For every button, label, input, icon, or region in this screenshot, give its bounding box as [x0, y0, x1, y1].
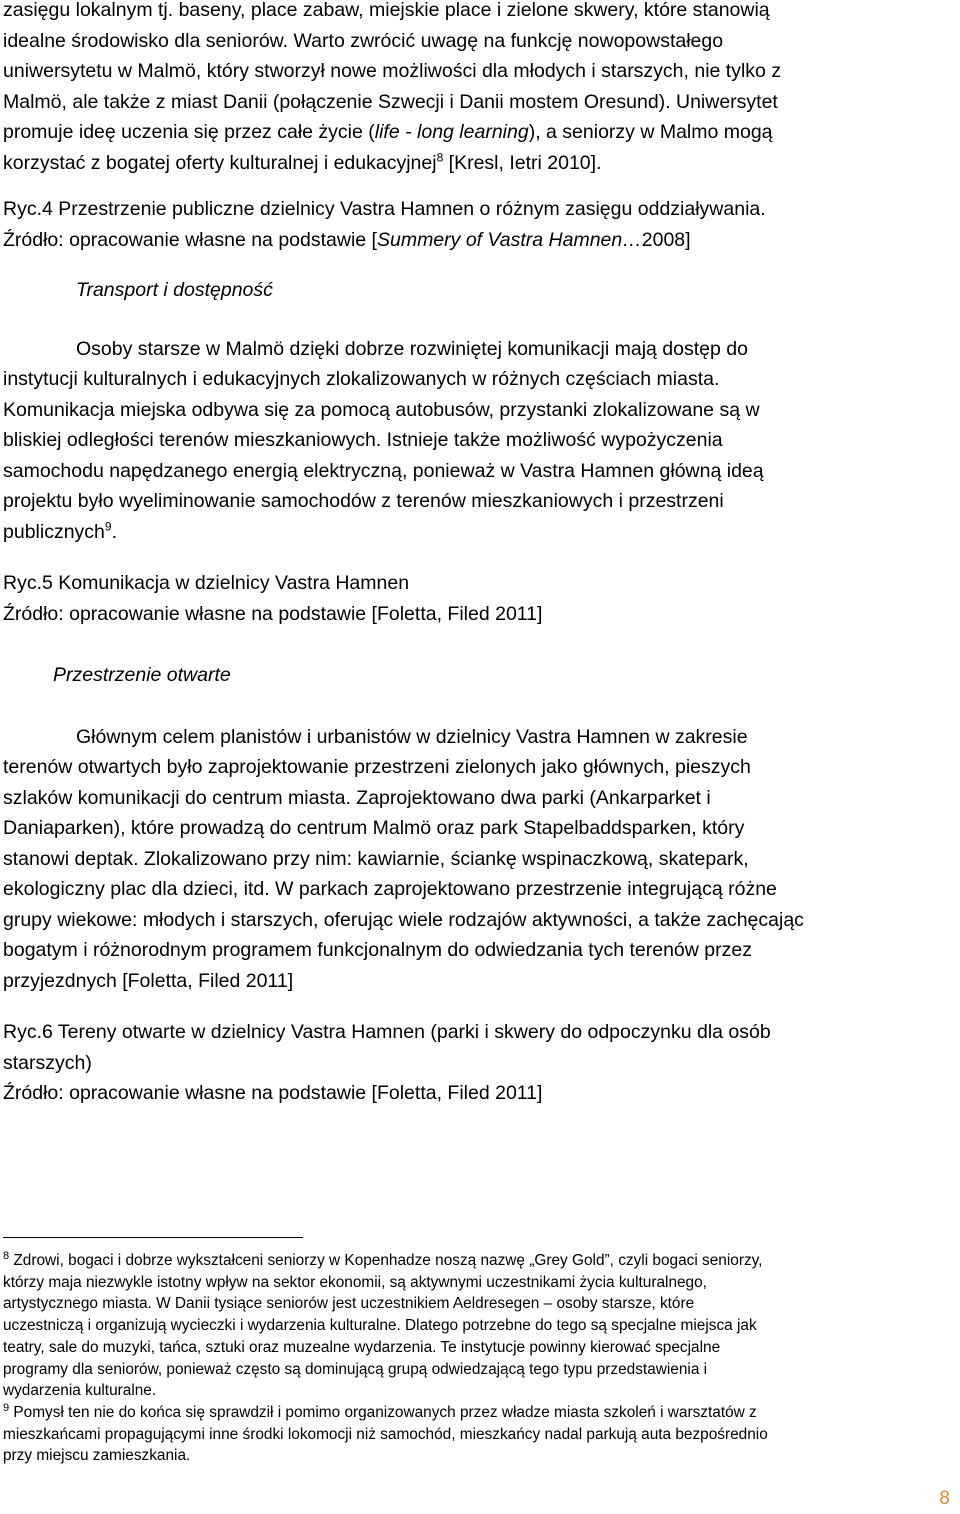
page-number: 8 [939, 1488, 950, 1509]
footnote-marker: 9 [3, 1401, 10, 1414]
text-line: Komunikacja miejska odbywa się za pomocą autobusów, przystanki zlokalizowane są w [3, 398, 760, 421]
figure-caption: Ryc.5 Komunikacja w dzielnicy Vastra Hamnen [3, 572, 410, 594]
footnote-line: teatry, sale do muzyki, tańca, sztuki oraz muzealne wydarzenia. Te instytucje powinny kierować specjalne [3, 1338, 721, 1356]
figure-source: Źródło: opracowanie własne na podstawie [Foletta, Filed 2011] [3, 602, 543, 625]
italic-term: Summery of Vastra Hamnen… [376, 228, 642, 251]
figure-6-caption-block [3, 1017, 954, 1109]
text-line: zasięgu lokalnym tj. baseny, place zabaw, miejskie place i zielone skwery, które stanowią [3, 0, 770, 21]
text-line: szlaków komunikacji do centrum miasta. Zaprojektowano dwa parki (Ankarparket i [3, 786, 711, 809]
text-line: Głównym celem planistów i urbanistów w dzielnicy Vastra Hamnen w zakresie [76, 725, 748, 748]
text-span: publicznych [3, 520, 105, 543]
text-span: Źródło: opracowanie własne na podstawie [ [3, 228, 377, 251]
footnote-line [3, 1402, 943, 1424]
figure-caption: Ryc.6 Tereny otwarte w dzielnicy Vastra Hamnen (parki i skwery do odpoczynku dla osób [3, 1021, 771, 1043]
text-line: terenów otwartych było zaprojektowanie przestrzeni zielonych jako głównych, pieszych [3, 756, 751, 778]
footnote-line: którzy maja niezwykle istotny wpływ na sektor ekonomii, są aktywnymi uczestnikami życia kulturalnego, [3, 1273, 707, 1291]
footnote-line: programy dla seniorów, ponieważ często są dominującą grupą odwiedzającą tego typu przedstawienia i [3, 1360, 708, 1378]
text-span: Pomysł ten nie do końca się sprawdził i pomimo organizowanych przez władze miasta szkoleń i warsztatów z [9, 1403, 757, 1421]
figure-5-caption-block [3, 568, 954, 629]
text-line: ekologiczny plac dla dzieci, itd. W parkach zaprojektowano przestrzenie integrującą różne [3, 878, 777, 900]
text-span: korzystać z bogatej oferty kulturalnej i edukacyjnej [3, 151, 437, 174]
footnote-line: wydarzenia kulturalne. [3, 1382, 157, 1400]
text-line: uniwersytetu w Malmö, który stworzył nowe możliwości dla młodych i starszych, nie tylko z [3, 60, 782, 82]
paragraph-open-spaces [3, 722, 954, 997]
figure-caption: Ryc.4 Przestrzenie publiczne dzielnicy Vastra Hamnen o różnym zasięgu oddziaływania. [3, 198, 766, 220]
text-line: instytucji kulturalnych i edukacyjnych zlokalizowanych w różnych częściach miasta. [3, 368, 720, 390]
footnote-line: przy miejscu zamieszkania. [3, 1447, 191, 1465]
italic-term: life - long learning [374, 121, 529, 143]
footnote-ref-8[interactable]: 8 [436, 150, 444, 164]
text-line [3, 517, 954, 548]
section-heading-open-spaces: Przestrzenie otwarte [53, 664, 231, 686]
footnotes [3, 1250, 943, 1467]
section-heading-transport: Transport i dostępność [76, 279, 273, 301]
text-line: stanowi deptak. Zlokalizowano przy nim: kawiarnie, ściankę wspinaczkową, skatepark, [3, 847, 749, 870]
text-span: 2008] [641, 228, 691, 251]
figure-source: Źródło: opracowanie własne na podstawie [Foletta, Filed 2011] [3, 1082, 543, 1104]
text-line: bliskiej odległości terenów mieszkaniowych. Istnieje także możliwość wypożyczenia [3, 429, 723, 451]
text-span: [Kresl, Ietri 2010]. [443, 151, 602, 174]
text-line: projektu było wyeliminowanie samochodów z terenów mieszkaniowych i przestrzeni [3, 490, 724, 512]
footnote-line: mieszkańcami propagującymi inne środki lokomocji niż samochód, mieszkańcy nadal parkują auta bezpośrednio [3, 1425, 768, 1443]
text-span: promuje ideę uczenia się przez całe życie ( [3, 121, 375, 143]
text-span: ), a seniorzy w Malmo mogą [528, 121, 773, 143]
footnote-ref-9[interactable]: 9 [104, 519, 112, 533]
text-line: grupy wiekowe: młodych i starszych, oferując wiele rodzajów aktywności, a także zachęcając [3, 908, 804, 931]
footnote-9 [3, 1402, 943, 1467]
figure-caption-cont: starszych) [3, 1051, 92, 1074]
document-page [3, 0, 954, 1109]
paragraph-transport [3, 334, 954, 548]
text-line: Osoby starsze w Malmö dzięki dobrze rozwiniętej komunikacji mają dostęp do [76, 337, 748, 360]
text-line: przyjezdnych [Foletta, Filed 2011] [3, 969, 294, 992]
text-span: Zdrowi, bogaci i dobrze wykształceni seniorzy w Kopenhadze noszą nazwę „Grey Gold”, czyli bogaci seniorzy, [9, 1252, 763, 1269]
text-line: bogatym i różnorodnym programem funkcjonalnym do odwiedzania tych terenów przez [3, 939, 752, 961]
text-line: idealne środowisko dla seniorów. Warto zwrócić uwagę na funkcję nowopowstałego [3, 29, 724, 52]
figure-source [3, 225, 954, 256]
text-line: Daniaparken), które prowadzą do centrum Malmö oraz park Stapelbaddsparken, który [3, 817, 745, 839]
footnote-separator [3, 1237, 303, 1238]
paragraph-intro [3, 0, 954, 178]
text-line [3, 148, 954, 179]
footnote-marker: 8 [3, 1249, 10, 1262]
figure-4-caption-block [3, 194, 954, 255]
footnote-line [3, 1250, 943, 1272]
text-line [3, 117, 954, 148]
text-span: . [111, 520, 117, 543]
footnote-8 [3, 1250, 943, 1402]
footnote-line: uczestniczą i organizują wycieczki i wydarzenia kulturalne. Dlatego potrzebne do tego są specjalne miejsca jak [3, 1317, 757, 1335]
text-line: samochodu napędzanego energią elektryczną, ponieważ w Vastra Hamnen główną ideą [3, 459, 764, 482]
footnote-line: artystycznego miasta. W Danii tysiące seniorów jest uczestnikiem Aeldresegen – osoby starsze, które [3, 1295, 695, 1313]
text-line: Malmö, ale także z miast Danii (połączenie Szwecji i Danii mostem Oresund). Uniwersytet [3, 90, 778, 113]
